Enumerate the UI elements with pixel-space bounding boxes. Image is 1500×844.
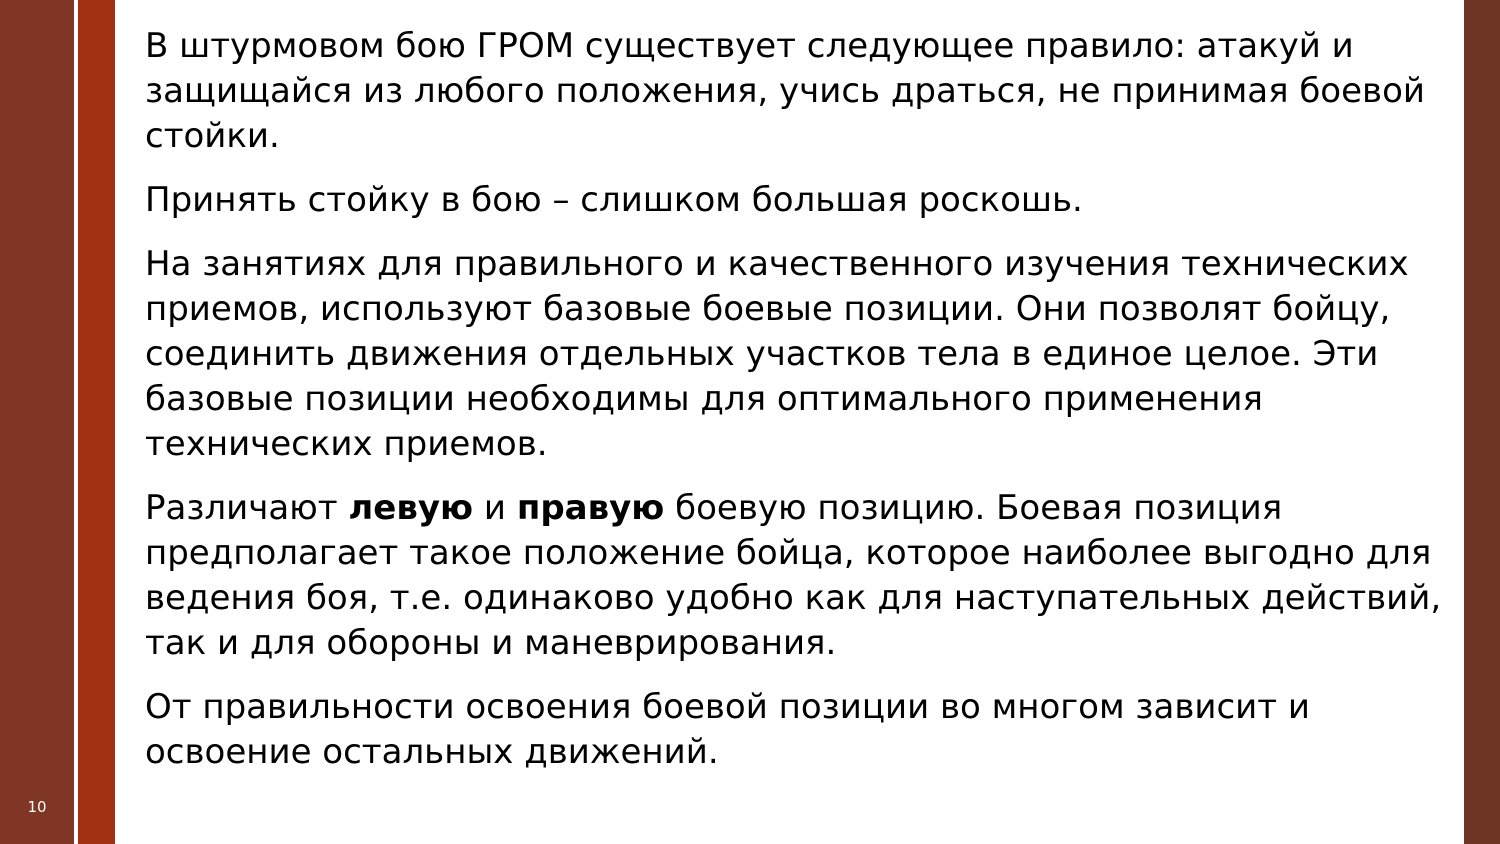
paragraph-4-text-start: Различают: [145, 488, 349, 528]
paragraph-4: [145, 486, 1445, 666]
paragraph-3: На занятиях для правильного и качественного изучения технических приемов, используют базовые боевые позиции. Они позволят бойцу, соединить движения отдельных участков тела в единое целое. Эти базовые позиции необходимы для оптимального применения технических приемов.: [145, 244, 1409, 464]
paragraph-5: От правильности освоения боевой позиции во многом зависит и освоение остальных движений.: [145, 687, 1310, 772]
paragraph-4-conjunction: и: [473, 488, 517, 528]
paragraph-4-text-end: боевую позицию. Боевая позиция предполагает такое положение бойца, которое наиболее выгодно для ведения боя, т.е. одинаково удобно как для наступательных действий, так и для обороны и маневрирования.: [145, 488, 1442, 663]
paragraph-2: Принять стойку в бою – слишком большая роскошь.: [145, 180, 1083, 220]
left-accent-band: [78, 0, 115, 844]
bold-term-left: левую: [348, 488, 474, 528]
right-decorative-band: [1464, 0, 1500, 844]
paragraph-1: В штурмовом бою ГРОМ существует следующее правило: атакуй и защищайся из любого положения, учись драться, не принимая боевой стойки.: [145, 26, 1425, 156]
left-decorative-band: [0, 0, 74, 844]
slide-body: [145, 24, 1445, 794]
bold-term-right: правую: [516, 488, 665, 528]
slide-number: 10: [27, 798, 47, 816]
